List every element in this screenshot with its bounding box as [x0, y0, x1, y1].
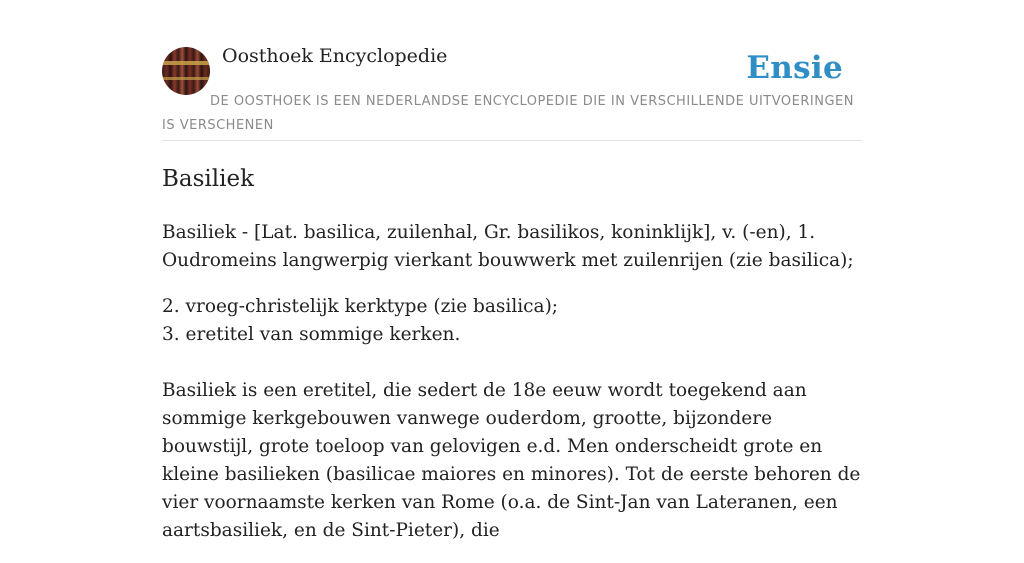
definition-item-2: 2. vroeg-christelijk kerktype (zie basilica); [162, 296, 559, 317]
site-header [162, 0, 862, 141]
article-definition: Basiliek - [Lat. basilica, zuilenhal, Gr. basilikos, koninklijk], v. (-en), 1. Oudromeins langwerpig vierkant bouwwerk met zuilenrijen (zie basilica); [162, 222, 854, 271]
definition-item-3: 3. eretitel van sommige kerken. [162, 324, 461, 345]
site-tagline: DE OOSTHOEK IS EEN NEDERLANDSE ENCYCLOPEDIE DIE IN VERSCHILLENDE UITVOERINGEN IS VERSCHENEN [162, 94, 854, 133]
brand-logo[interactable]: Ensie [746, 50, 843, 86]
page [162, 0, 862, 563]
article [162, 141, 862, 545]
article-title: Basiliek [162, 166, 255, 192]
site-title[interactable]: Oosthoek Encyclopedie [222, 45, 448, 67]
article-body-paragraph: Basiliek is een eretitel, die sedert de 18e eeuw wordt toegekend aan sommige kerkgebouwen vanwege ouderdom, grootte, bijzondere bouwstijl, grote toeloop van gelovigen e.d. Men onderscheidt grote en kleine basilieken (basilicae maiores en minores). Tot de eerste behoren de vier voornaamste kerken van Rome (o.a. de Sint-Jan van Lateranen, een aartsbasiliek, en de Sint-Pieter), die [162, 380, 861, 541]
site-avatar[interactable] [162, 47, 210, 95]
spacer [162, 349, 862, 377]
